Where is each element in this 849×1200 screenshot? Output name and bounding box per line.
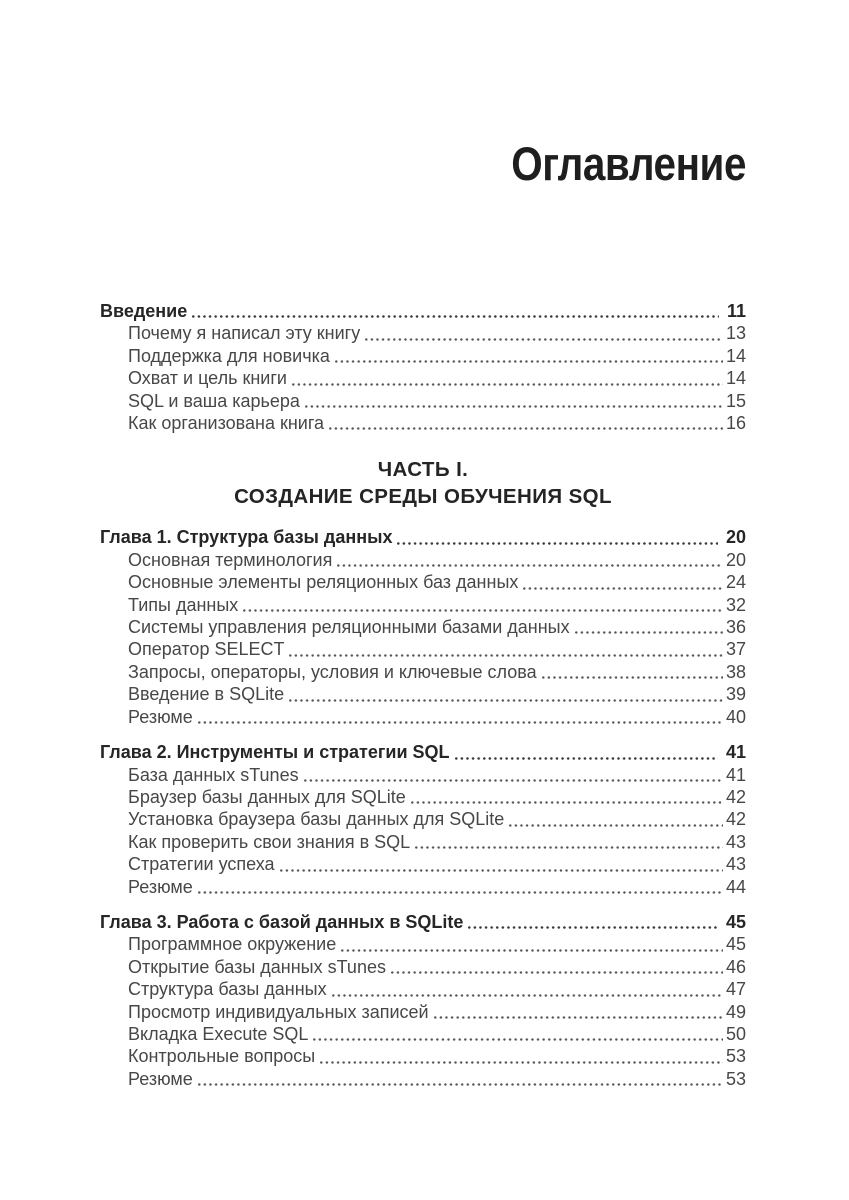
dot-leader bbox=[332, 549, 726, 571]
dot-leader bbox=[518, 571, 726, 593]
toc-entry bbox=[100, 390, 746, 412]
toc-entry bbox=[100, 412, 746, 434]
toc-entry bbox=[100, 526, 746, 548]
toc-entry bbox=[100, 594, 746, 616]
toc-entry-label: SQL и ваша карьера bbox=[128, 390, 300, 411]
toc-entry bbox=[100, 638, 746, 660]
page-title-text: Оглавление bbox=[511, 137, 746, 190]
dot-leader bbox=[386, 956, 726, 978]
toc-entry-label: Глава 2. Инструменты и стратегии SQL bbox=[100, 742, 450, 763]
dot-leader bbox=[360, 322, 726, 344]
toc-entry bbox=[100, 322, 746, 344]
toc-entry bbox=[100, 1001, 746, 1023]
dot-leader bbox=[410, 831, 726, 853]
toc-entry bbox=[100, 300, 746, 322]
dot-leader bbox=[308, 1023, 726, 1045]
dot-leader bbox=[406, 786, 726, 808]
toc-entry-page: 14 bbox=[725, 368, 746, 389]
toc-entry-label: Программное окружение bbox=[128, 934, 337, 955]
toc-entry-label: Глава 3. Работа с базой данных в SQLite bbox=[100, 911, 464, 932]
toc-entry-label: Оператор SELECT bbox=[128, 639, 285, 660]
toc-entry-label: Стратегии успеха bbox=[128, 854, 275, 875]
page-title bbox=[100, 137, 746, 190]
toc-entry-page: 14 bbox=[725, 345, 746, 366]
toc-entry-page: 46 bbox=[725, 956, 746, 977]
toc-entry-label: Основная терминология bbox=[128, 549, 333, 570]
page-content bbox=[100, 0, 746, 1090]
toc-entry bbox=[100, 1023, 746, 1045]
toc-entry bbox=[100, 831, 746, 853]
toc-entry-page: 37 bbox=[725, 639, 746, 660]
toc-entry-label: Глава 1. Структура базы данных bbox=[100, 527, 393, 548]
toc-entry-label: Резюме bbox=[128, 706, 193, 727]
toc-entry-page: 53 bbox=[725, 1046, 746, 1067]
dot-leader bbox=[537, 661, 726, 683]
dot-leader bbox=[287, 367, 726, 389]
toc-entry bbox=[100, 345, 746, 367]
toc-entry-label: Введение bbox=[100, 301, 188, 321]
dot-leader bbox=[284, 683, 726, 705]
toc-entry-label: Как проверить свои знания в SQL bbox=[128, 831, 411, 852]
toc-entry-page: 40 bbox=[725, 706, 746, 727]
dot-leader bbox=[324, 412, 726, 434]
toc-entry-page: 16 bbox=[725, 413, 746, 434]
toc-entry bbox=[100, 933, 746, 955]
toc-entry bbox=[100, 1068, 746, 1090]
toc-entry-page: 36 bbox=[725, 617, 746, 638]
toc-entry bbox=[100, 616, 746, 638]
toc-entry-label: Введение в SQLite bbox=[128, 684, 285, 705]
toc-entry-label: Основные элементы реляционных баз данных bbox=[128, 572, 519, 593]
dot-leader bbox=[392, 526, 725, 548]
toc-list bbox=[100, 300, 746, 1090]
dot-leader bbox=[336, 933, 726, 955]
toc-entry-label: Резюме bbox=[128, 1068, 193, 1089]
dot-leader bbox=[330, 345, 726, 367]
dot-leader bbox=[450, 741, 726, 763]
toc-entry-label: Установка браузера базы данных для SQLite bbox=[128, 809, 505, 830]
toc-entry bbox=[100, 853, 746, 875]
dot-leader bbox=[284, 638, 725, 660]
toc-entry-label: Поддержка для новичка bbox=[128, 345, 330, 366]
toc-entry-label: Контрольные вопросы bbox=[128, 1046, 316, 1067]
toc-entry-label: Резюме bbox=[128, 876, 193, 897]
toc-entry-label: Охват и цель книги bbox=[128, 368, 287, 389]
toc-entry bbox=[100, 911, 746, 933]
toc-entry-page: 38 bbox=[725, 661, 746, 682]
dot-leader bbox=[315, 1045, 726, 1067]
toc-entry bbox=[100, 764, 746, 786]
toc-entry-page: 13 bbox=[725, 323, 746, 344]
dot-leader bbox=[275, 853, 726, 875]
toc-entry bbox=[100, 786, 746, 808]
toc-entry bbox=[100, 661, 746, 683]
toc-entry-page: 53 bbox=[725, 1068, 746, 1089]
toc-entry-page: 44 bbox=[725, 876, 746, 897]
toc-entry-label: Типы данных bbox=[128, 594, 239, 615]
toc-entry-label: Просмотр индивидуальных записей bbox=[128, 1001, 429, 1022]
toc-entry-page: 49 bbox=[725, 1001, 746, 1022]
dot-leader bbox=[570, 616, 726, 638]
dot-leader bbox=[193, 1068, 726, 1090]
toc-entry-page: 24 bbox=[725, 572, 746, 593]
toc-entry bbox=[100, 876, 746, 898]
toc-entry-page: 11 bbox=[726, 301, 746, 321]
dot-leader bbox=[193, 706, 726, 728]
toc-entry-page: 32 bbox=[725, 594, 746, 615]
toc-entry-page: 42 bbox=[725, 809, 746, 830]
toc-entry-label: Открытие базы данных sTunes bbox=[128, 956, 386, 977]
part-heading bbox=[100, 456, 746, 510]
toc-entry-label: База данных sTunes bbox=[128, 764, 299, 785]
toc-entry-page: 20 bbox=[725, 527, 746, 548]
toc-entry bbox=[100, 956, 746, 978]
toc-entry-page: 50 bbox=[725, 1023, 746, 1044]
part-heading-line1: ЧАСТЬ I. bbox=[377, 458, 469, 482]
dot-leader bbox=[327, 978, 726, 1000]
toc-entry-label: Браузер базы данных для SQLite bbox=[128, 786, 406, 807]
toc-entry-page: 41 bbox=[725, 742, 746, 763]
toc-entry bbox=[100, 571, 746, 593]
dot-leader bbox=[504, 808, 726, 830]
toc-entry-page: 45 bbox=[725, 934, 746, 955]
part-heading-line2: СОЗДАНИЕ СРЕДЫ ОБУЧЕНИЯ SQL bbox=[234, 485, 612, 509]
toc-entry bbox=[100, 1045, 746, 1067]
toc-entry bbox=[100, 683, 746, 705]
toc-entry bbox=[100, 706, 746, 728]
dot-leader bbox=[238, 594, 726, 616]
toc-entry bbox=[100, 549, 746, 571]
dot-leader bbox=[193, 876, 726, 898]
dot-leader bbox=[429, 1001, 726, 1023]
toc-entry-label: Структура базы данных bbox=[128, 979, 327, 1000]
dot-leader bbox=[187, 300, 727, 322]
toc-entry-page: 43 bbox=[725, 854, 746, 875]
toc-entry-page: 41 bbox=[725, 764, 746, 785]
dot-leader bbox=[300, 390, 726, 412]
toc-entry bbox=[100, 808, 746, 830]
toc-entry-label: Запросы, операторы, условия и ключевые слова bbox=[128, 661, 537, 682]
toc-entry-page: 43 bbox=[725, 831, 746, 852]
dot-leader bbox=[463, 911, 726, 933]
toc-entry-page: 42 bbox=[725, 786, 746, 807]
toc-entry bbox=[100, 978, 746, 1000]
toc-entry bbox=[100, 741, 746, 763]
toc-entry-page: 39 bbox=[725, 684, 746, 705]
toc-entry-page: 45 bbox=[725, 911, 746, 932]
toc-entry-label: Как организована книга bbox=[128, 413, 325, 434]
dot-leader bbox=[299, 764, 726, 786]
toc-entry-page: 15 bbox=[725, 390, 746, 411]
toc-entry-page: 20 bbox=[725, 549, 746, 570]
toc-entry bbox=[100, 367, 746, 389]
toc-entry-label: Вкладка Execute SQL bbox=[128, 1023, 309, 1044]
toc-entry-page: 47 bbox=[725, 979, 746, 1000]
toc-entry-label: Системы управления реляционными базами данных bbox=[128, 617, 570, 638]
toc-entry-label: Почему я написал эту книгу bbox=[128, 323, 361, 344]
